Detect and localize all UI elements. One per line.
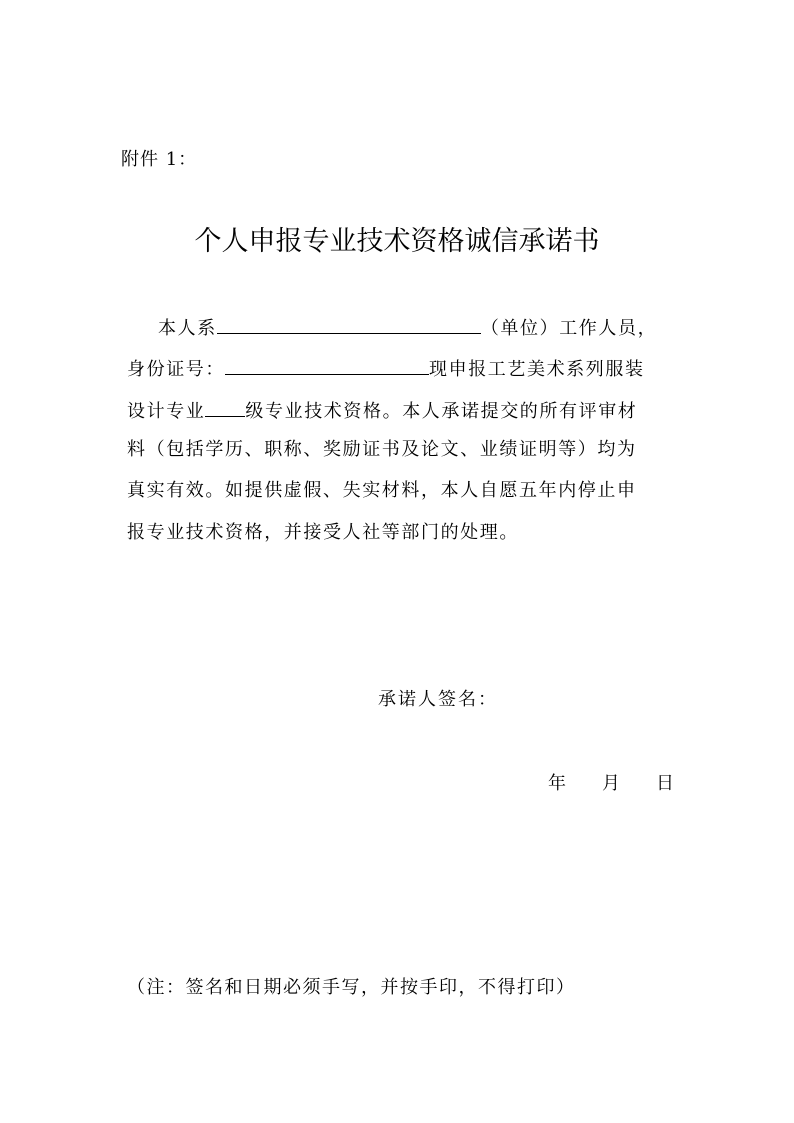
signature-label: 承诺人签名： — [378, 689, 498, 710]
pledge-line-level-suffix: 级专业技术资格。本人承诺提交的所有评审材 — [245, 401, 638, 422]
pledge-line-id-suffix: 现申报工艺美术系列服装 — [429, 359, 645, 380]
unit-blank — [217, 313, 481, 334]
pledge-line-acceptance: 报专业技术资格，并接受人社等部门的处理。 — [127, 522, 519, 543]
handwriting-note: （注：签名和日期必须手写，并按手印，不得打印） — [127, 977, 576, 998]
level-blank — [205, 396, 245, 417]
id-number-blank — [225, 354, 429, 375]
document-title: 个人申报专业技术资格诚信承诺书 — [194, 226, 600, 257]
date-row — [548, 771, 674, 797]
date-month: 月 — [602, 773, 620, 794]
date-day: 日 — [656, 773, 674, 794]
pledge-line-materials: 料（包括学历、职称、奖励证书及论文、业绩证明等）均为 — [127, 439, 637, 460]
pledge-line-unit — [158, 313, 657, 342]
pledge-line-id-prefix: 身份证号： — [127, 359, 225, 380]
pledge-line-unit-suffix: （单位）工作人员， — [480, 318, 658, 339]
pledge-line-id — [127, 354, 645, 383]
pledge-line-level — [127, 396, 637, 425]
pledge-line-unit-prefix: 本人系 — [158, 318, 217, 339]
date-year: 年 — [548, 773, 566, 794]
pledge-line-level-prefix: 设计专业 — [127, 401, 206, 422]
attachment-label: 附件 1： — [121, 149, 198, 170]
pledge-line-authenticity: 真实有效。如提供虚假、失实材料，本人自愿五年内停止申 — [127, 480, 637, 501]
